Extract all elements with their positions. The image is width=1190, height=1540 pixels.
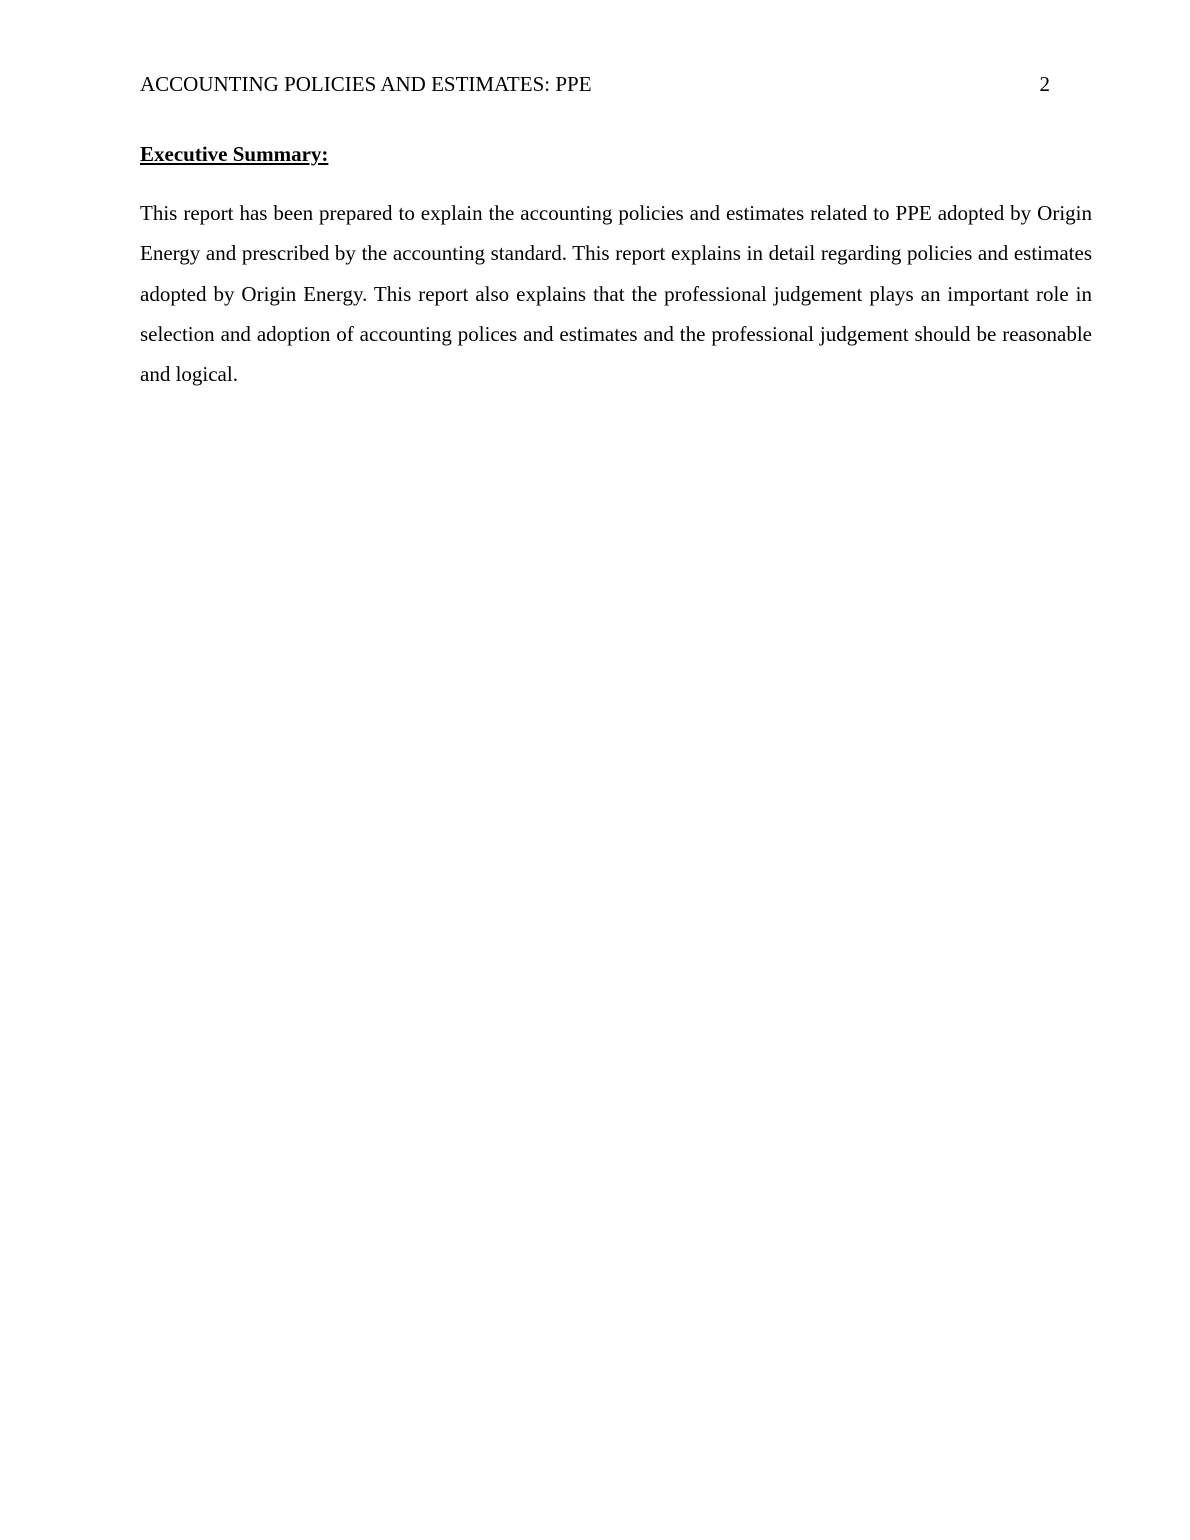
section-heading: Executive Summary: xyxy=(140,142,329,166)
summary-paragraph: This report has been prepared to explain the accounting policies and estimates related to PPE adopted by Origin Energy and prescribed by the accounting standard. This report explains in detail regarding policies and estimates adopted by Origin Energy. This report also explains that the professional judgement plays an important role in selection and adoption of accounting polices and estimates and the professional judgement should be reasonable and logical. xyxy=(140,201,1092,387)
executive-summary-section xyxy=(140,139,1092,394)
page-number: 2 xyxy=(1039,72,1050,96)
page-header xyxy=(140,70,1050,98)
running-head: ACCOUNTING POLICIES AND ESTIMATES: PPE xyxy=(140,72,592,96)
